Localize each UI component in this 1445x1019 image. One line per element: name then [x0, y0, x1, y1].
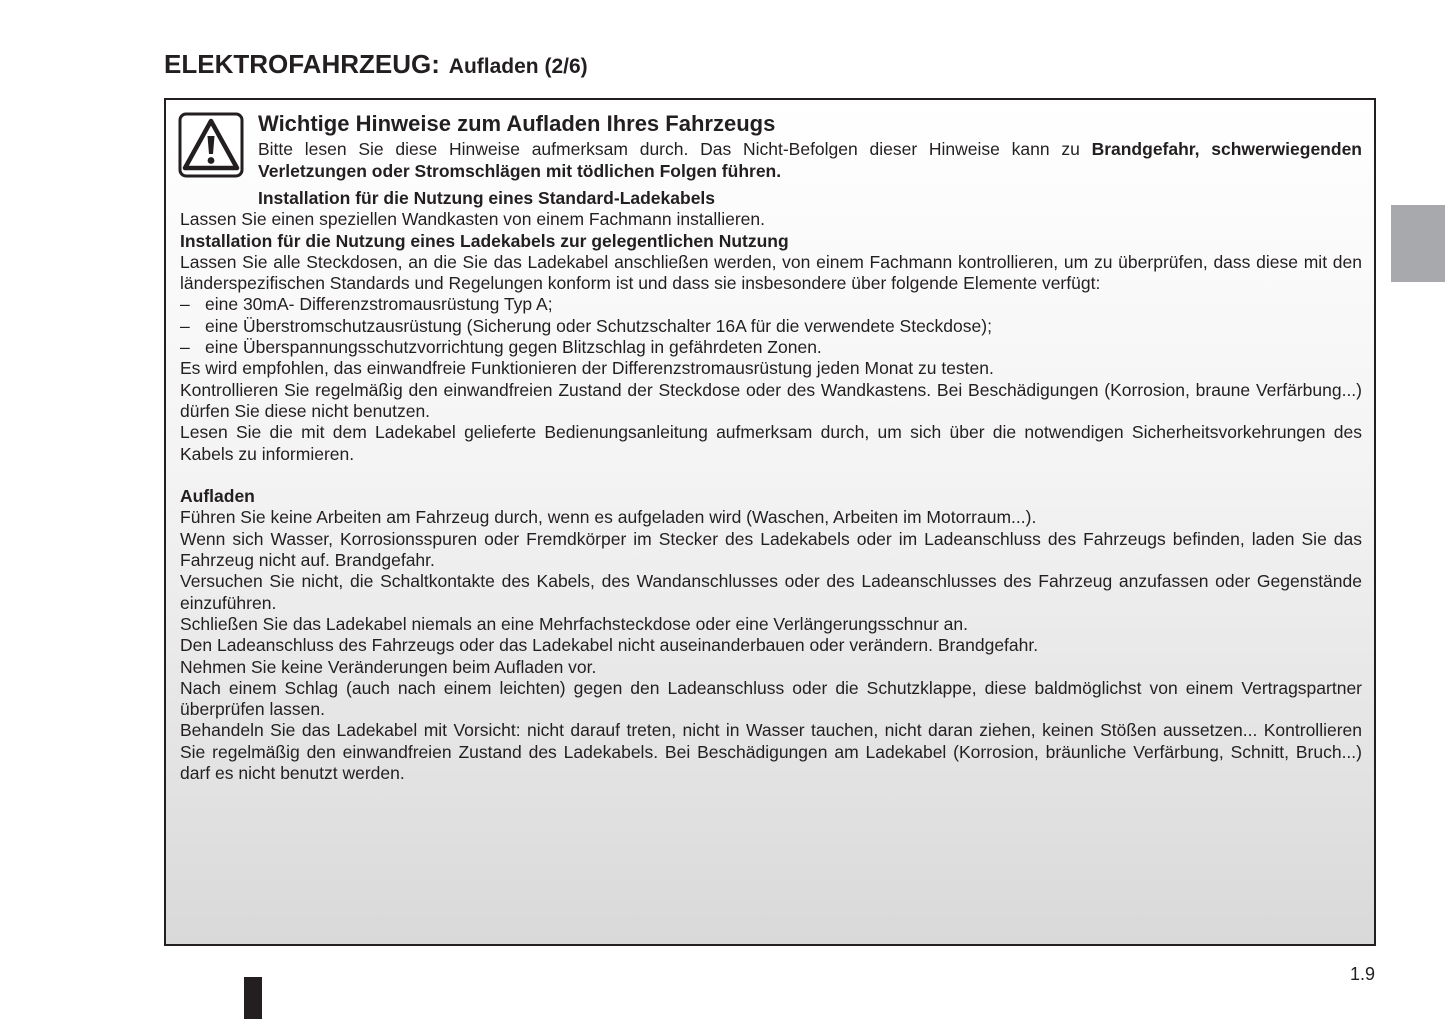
list-item-text: eine Überstromschutzausrüstung (Sicherung oder Schutzschalter 16A für die verwendete Steckdose); — [205, 315, 992, 336]
paragraph: Schließen Sie das Ladekabel niemals an eine Mehrfachsteckdose oder eine Verlängerungsschnur an. — [180, 613, 968, 634]
spacer — [180, 465, 1362, 486]
list-dash: – — [180, 337, 190, 358]
warning-intro-text: Bitte lesen Sie diese Hinweise aufmerksam durch. Das Nicht-Befolgen dieser Hinweise kann zu — [258, 139, 1092, 159]
list-item — [180, 316, 1362, 337]
warning-heading: Wichtige Hinweise zum Aufladen Ihres Fahrzeugs — [258, 111, 776, 136]
list-dash: – — [180, 315, 190, 336]
page-title-sub: Aufladen (2/6) — [448, 55, 588, 78]
list-dash: – — [180, 294, 190, 315]
page-title-main: ELEKTROFAHRZEUG: — [164, 49, 440, 79]
paragraph: Behandeln Sie das Ladekabel mit Vorsicht: nicht darauf treten, nicht in Wasser tauchen, nicht daran ziehen, keinen Stößen aussetzen... Kontrollieren Sie regelmäßig den einwandfreien Zustand des Ladekabels. Bei Beschädigungen am Ladekabel (Korrosion, bräunliche Verfärbung, Schnitt, Bruch...) darf es nicht benutzt werden. — [180, 720, 1362, 784]
paragraph: Lassen Sie einen speziellen Wandkasten von einem Fachmann installieren. — [180, 209, 765, 230]
paragraph: Nehmen Sie keine Veränderungen beim Aufladen vor. — [180, 656, 597, 677]
section-heading-occasional-cable: Installation für die Nutzung eines Ladekabels zur gelegentlichen Nutzung — [180, 230, 789, 251]
paragraph: Lesen Sie die mit dem Ladekabel gelieferte Bedienungsanleitung aufmerksam durch, um sich über die notwendigen Sicherheitsvorkehrungen des Kabels zu informieren. — [180, 422, 1362, 464]
section-heading-standard-cable: Installation für die Nutzung eines Standard-Ladekabels — [258, 188, 716, 208]
paragraph: Versuchen Sie nicht, die Schaltkontakte des Kabels, des Wandanschlusses oder des Ladeanschlusses des Fahrzeug anzufassen oder Gegenstände einzuführen. — [180, 571, 1362, 613]
list-item — [180, 294, 1362, 315]
list-item-text: eine 30mA- Differenzstromausrüstung Typ A; — [205, 294, 553, 315]
warning-intro-emphasis: Brandgefahr, schwerwiegenden Verletzungen oder Stromschlägen mit tödlichen Folgen führen. — [258, 139, 1362, 181]
section-heading-charging: Aufladen — [180, 486, 255, 507]
paragraph: Führen Sie keine Arbeiten am Fahrzeug durch, wenn es aufgeladen wird (Waschen, Arbeiten im Motorraum...). — [180, 507, 1037, 528]
paragraph: Wenn sich Wasser, Korrosionsspuren oder Fremdkörper im Stecker des Ladekabels oder im Ladeanschluss des Fahrzeugs befinden, laden Sie das Fahrzeug nicht auf. Brandgefahr. — [180, 528, 1362, 571]
paragraph: Den Ladeanschluss des Fahrzeugs oder das Ladekabel nicht auseinanderbauen oder verändern. Brandgefahr. — [180, 635, 1039, 656]
warning-header — [258, 110, 1362, 182]
page-number: 1.9 — [1350, 964, 1376, 984]
list-item-text: eine Überspannungsschutzvorrichtung gegen Blitzschlag in gefährdeten Zonen. — [205, 337, 822, 358]
paragraph: Lassen Sie alle Steckdosen, an die Sie das Ladekabel anschließen werden, von einem Fachmann kontrollieren, um zu überprüfen, dass diese mit den länderspezifischen Standards und Regelungen konform ist und dass sie insbesondere über folgende Elemente verfügt: — [180, 251, 1362, 294]
list-item — [180, 337, 1362, 358]
paragraph: Nach einem Schlag (auch nach einem leichten) gegen den Ladeanschluss oder die Schutzklappe, diese baldmöglichst von einem Vertragspartner überprüfen lassen. — [180, 677, 1362, 720]
warning-triangle-icon — [178, 112, 244, 178]
page-marker — [244, 977, 262, 1019]
warning-box — [164, 98, 1376, 946]
warning-intro — [258, 138, 1362, 182]
chapter-tab — [1391, 205, 1445, 282]
paragraph: Kontrollieren Sie regelmäßig den einwandfreien Zustand der Steckdose oder des Wandkastens. Bei Beschädigungen (Korrosion, braune Verfärbung...) dürfen Sie diese nicht benutzen. — [180, 379, 1362, 421]
page-title — [164, 44, 588, 81]
paragraph: Es wird empfohlen, das einwandfreie Funktionieren der Differenzstromausrüstung jeden Monat zu testen. — [180, 358, 994, 379]
warning-body — [180, 188, 1362, 784]
